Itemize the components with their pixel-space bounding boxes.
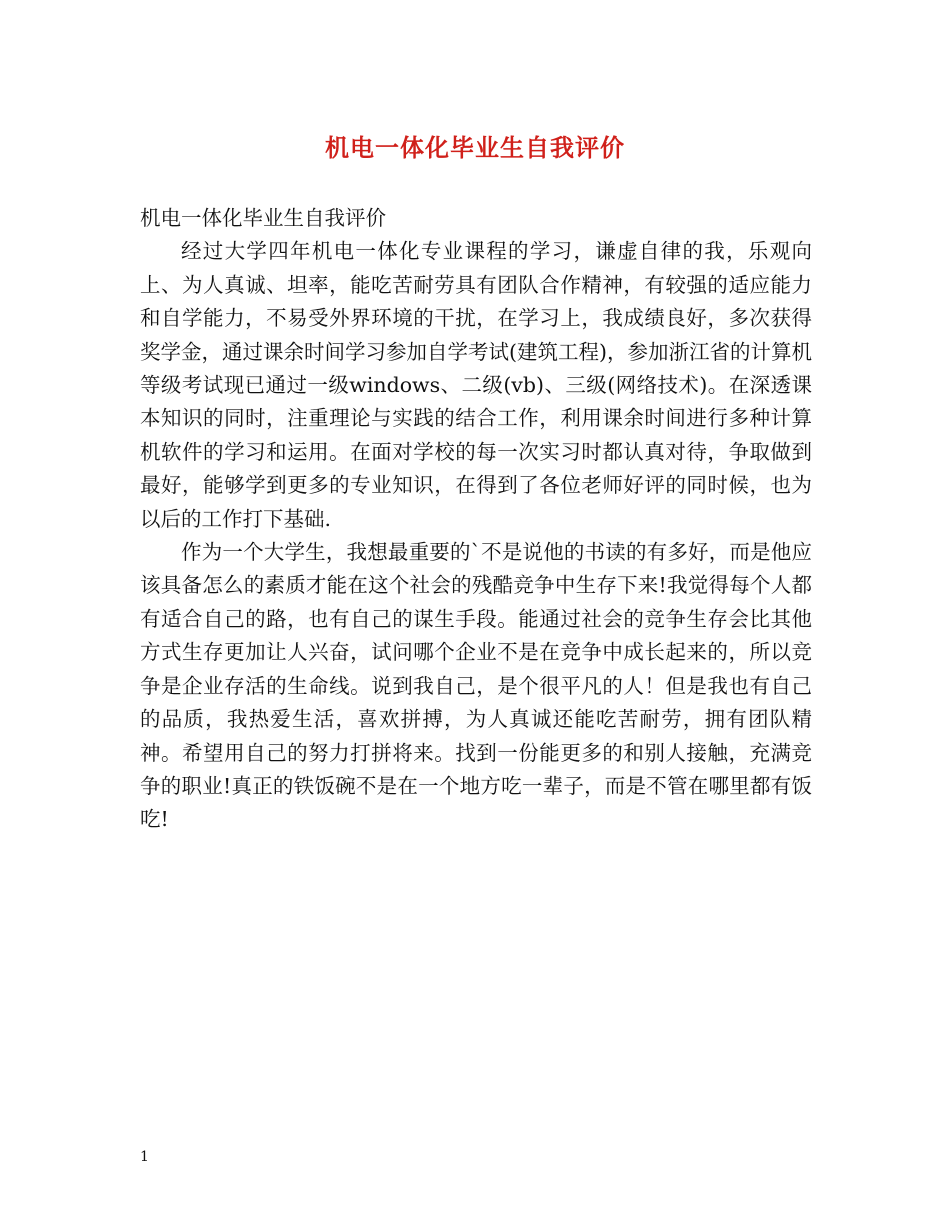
document-title: 机电一体化毕业生自我评价 xyxy=(325,133,625,162)
document-body xyxy=(140,202,812,837)
document-subtitle: 机电一体化毕业生自我评价 xyxy=(140,206,386,230)
paragraph-1: 经过大学四年机电一体化专业课程的学习，谦虚自律的我，乐观向上、为人真诚、坦率，能吃苦耐劳具有团队合作精神，有较强的适应能力和自学能力，不易受外界环境的干扰，在学习上，我成绩良好，多次获得奖学金，通过课余时间学习参加自学考试(建筑工程)，参加浙江省的计算机等级考试现已通过一级windows、二级(vb)、三级(网络技术)。在深透课本知识的同时，注重理论与实践的结合工作，利用课余时间进行多种计算机软件的学习和运用。在面对学校的每一次实习时都认真对待，争取做到最好，能够学到更多的专业知识，在得到了各位老师好评的同时候，也为以后的工作打下基础. xyxy=(140,239,812,531)
page-number: 1 xyxy=(140,1149,149,1165)
paragraph-2: 作为一个大学生，我想最重要的`不是说他的书读的有多好，而是他应该具备怎么的素质才能在这个社会的残酷竞争中生存下来!我觉得每个人都有适合自己的路，也有自己的谋生手段。能通过社会的竞争生存会比其他方式生存更加让人兴奋，试问哪个企业不是在竞争中成长起来的，所以竞争是企业存活的生命线。说到我自己，是个很平凡的人！但是我也有自己的品质，我热爱生活，喜欢拼搏，为人真诚还能吃苦耐劳，拥有团队精神。希望用自己的努力打拼将来。找到一份能更多的和别人接触，充满竞争的职业!真正的铁饭碗不是在一个地方吃一辈子，而是不管在哪里都有饭吃! xyxy=(140,540,812,832)
